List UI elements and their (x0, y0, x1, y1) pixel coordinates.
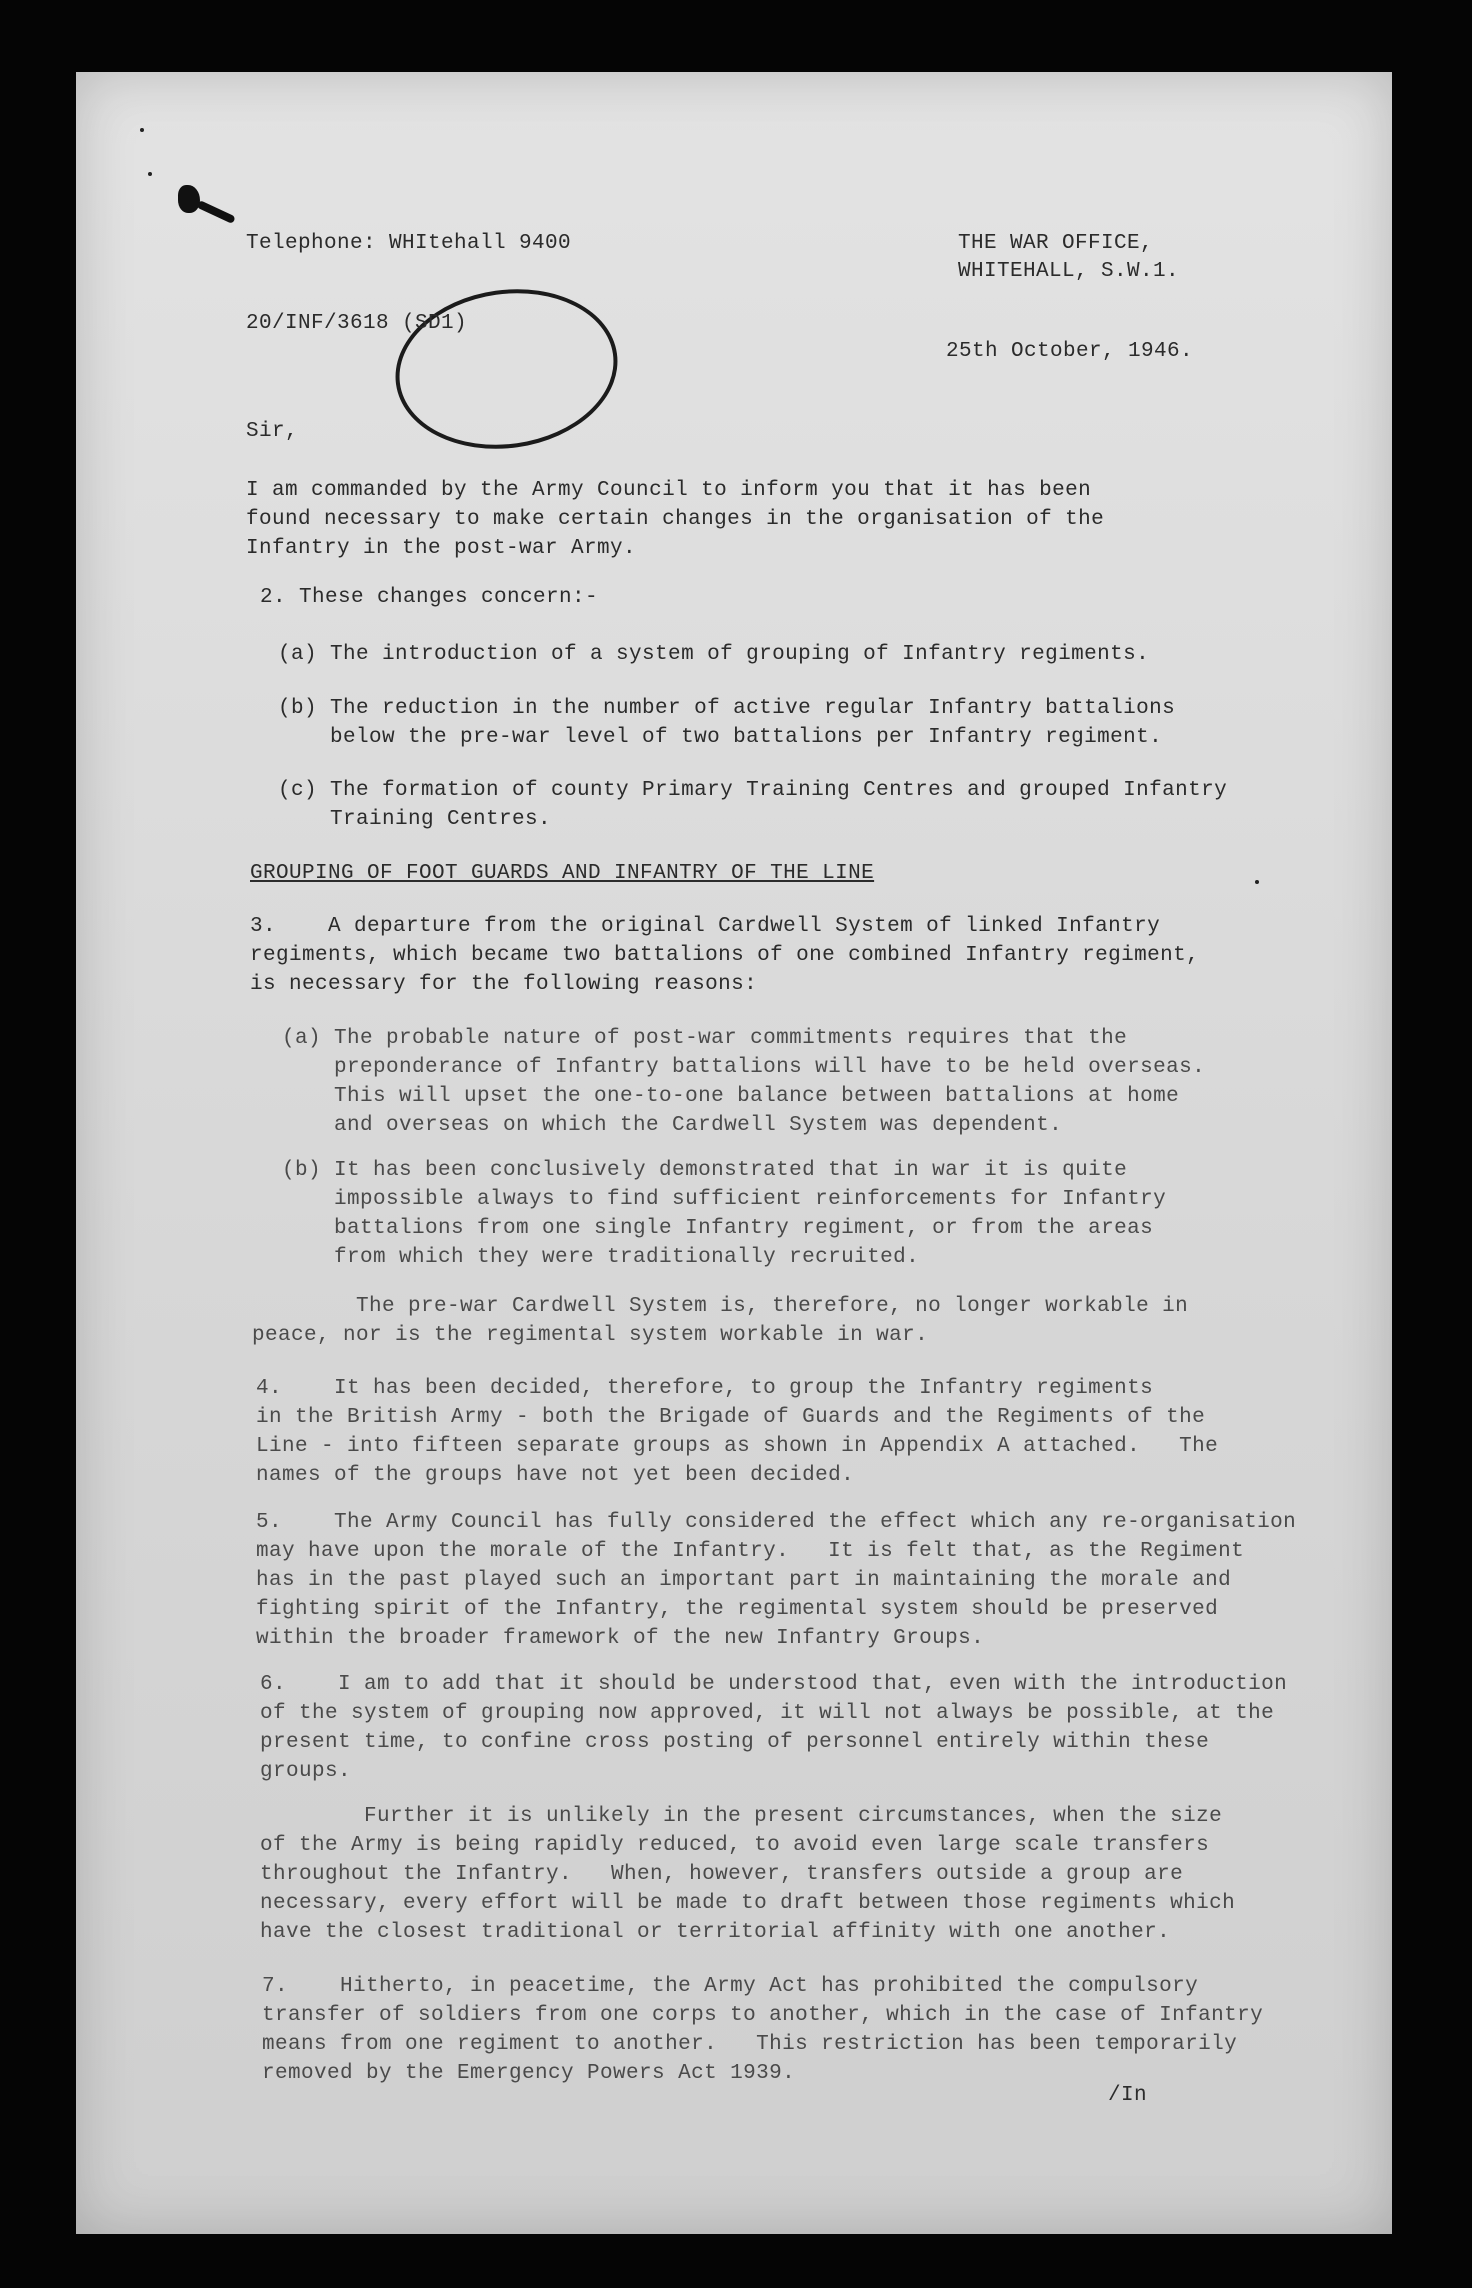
para2-item-a (278, 640, 1149, 669)
telephone-line: Telephone: WHItehall 9400 (246, 232, 572, 255)
office-address-line2: WHITEHALL, S.W.1. (958, 260, 1180, 283)
text-line: of the Army is being rapidly reduced, to avoid even large scale transfers (260, 1834, 1210, 1857)
text-line: (a) The probable nature of post-war commitments requires that the (282, 1027, 1128, 1050)
para2-item-b (278, 694, 1175, 752)
para2-heading: 2. These changes concern:- (260, 586, 599, 609)
text-line: Further it is unlikely in the present circumstances, when the size (260, 1805, 1223, 1828)
speck (1255, 880, 1259, 884)
text-line: 7. Hitherto, in peacetime, the Army Act has prohibited the compulsory (262, 1975, 1199, 1998)
text-line: (b) It has been conclusively demonstrated that in war it is quite (282, 1159, 1128, 1182)
para3 (250, 912, 1199, 999)
para3-item-b (282, 1156, 1166, 1272)
text-line: is necessary for the following reasons: (250, 973, 758, 996)
para4 (256, 1374, 1218, 1490)
text-line: preponderance of Infantry battalions will have to be held overseas. (282, 1056, 1206, 1079)
text-line: may have upon the morale of the Infantry. It is felt that, as the Regiment (256, 1540, 1245, 1563)
text-line: throughout the Infantry. When, however, transfers outside a group are (260, 1863, 1184, 1886)
para6 (260, 1670, 1287, 1786)
reference-number: 20/INF/3618 (SD1) (246, 312, 468, 335)
text-line: below the pre-war level of two battalions per Infantry regiment. (278, 726, 1163, 749)
text-line: and overseas on which the Cardwell System was dependent. (282, 1114, 1063, 1137)
text-line: The pre-war Cardwell System is, therefore, no longer workable in (252, 1295, 1189, 1318)
text-line: groups. (260, 1760, 352, 1783)
text-line: has in the past played such an important part in maintaining the morale and (256, 1569, 1232, 1592)
para2-item-c (278, 776, 1227, 834)
intro-paragraph (246, 476, 1104, 563)
speck (148, 172, 152, 176)
speck (140, 128, 144, 132)
text-line: (c) The formation of county Primary Training Centres and grouped Infantry (278, 779, 1228, 802)
text-line: Infantry in the post-war Army. (246, 537, 637, 560)
text-line: in the British Army - both the Brigade of Guards and the Regiments of the (256, 1406, 1206, 1429)
para7 (262, 1972, 1263, 2088)
text-line: impossible always to find sufficient reinforcements for Infantry (282, 1188, 1167, 1211)
text-line: 4. It has been decided, therefore, to group the Infantry regiments (256, 1377, 1154, 1400)
text-line: from which they were traditionally recruited. (282, 1246, 920, 1269)
text-line: found necessary to make certain changes in the organisation of the (246, 508, 1105, 531)
text-line: (a) The introduction of a system of grouping of Infantry regiments. (278, 643, 1150, 666)
text-line: within the broader framework of the new Infantry Groups. (256, 1627, 985, 1650)
text-line: of the system of grouping now approved, it will not always be possible, at the (260, 1702, 1275, 1725)
text-line: necessary, every effort will be made to draft between those regiments which (260, 1892, 1236, 1915)
text-line: transfer of soldiers from one corps to another, which in the case of Infantry (262, 2004, 1264, 2027)
para6-continued (260, 1802, 1235, 1947)
text-line: means from one regiment to another. This restriction has been temporarily (262, 2033, 1238, 2056)
text-line: battalions from one single Infantry regiment, or from the areas (282, 1217, 1154, 1240)
text-line: Line - into fifteen separate groups as shown in Appendix A attached. The (256, 1435, 1219, 1458)
salutation: Sir, (246, 420, 299, 443)
para5 (256, 1508, 1296, 1653)
section-heading: GROUPING OF FOOT GUARDS AND INFANTRY OF THE LINE (250, 862, 875, 885)
text-line: 6. I am to add that it should be understood that, even with the introduction (260, 1673, 1288, 1696)
text-line: present time, to confine cross posting of personnel entirely within these (260, 1731, 1210, 1754)
para3-close (252, 1292, 1188, 1350)
text-line: 5. The Army Council has fully considered the effect which any re-organisation (256, 1511, 1297, 1534)
text-line: have the closest traditional or territorial affinity with one another. (260, 1921, 1171, 1944)
para3-item-a (282, 1024, 1205, 1140)
text-line: I am commanded by the Army Council to inform you that it has been (246, 479, 1092, 502)
text-line: removed by the Emergency Powers Act 1939. (262, 2062, 796, 2085)
text-line: (b) The reduction in the number of active regular Infantry battalions (278, 697, 1176, 720)
letter-date: 25th October, 1946. (946, 340, 1194, 363)
office-address-line1: THE WAR OFFICE, (958, 232, 1154, 255)
text-line: fighting spirit of the Infantry, the regimental system should be preserved (256, 1598, 1219, 1621)
catchword: /In (1108, 2084, 1148, 2107)
ink-blot (178, 185, 200, 213)
text-line: peace, nor is the regimental system workable in war. (252, 1324, 929, 1347)
text-line: 3. A departure from the original Cardwell System of linked Infantry (250, 915, 1161, 938)
text-line: This will upset the one-to-one balance between battalions at home (282, 1085, 1180, 1108)
text-line: names of the groups have not yet been decided. (256, 1464, 855, 1487)
text-line: Training Centres. (278, 808, 552, 831)
text-line: regiments, which became two battalions of one combined Infantry regiment, (250, 944, 1200, 967)
